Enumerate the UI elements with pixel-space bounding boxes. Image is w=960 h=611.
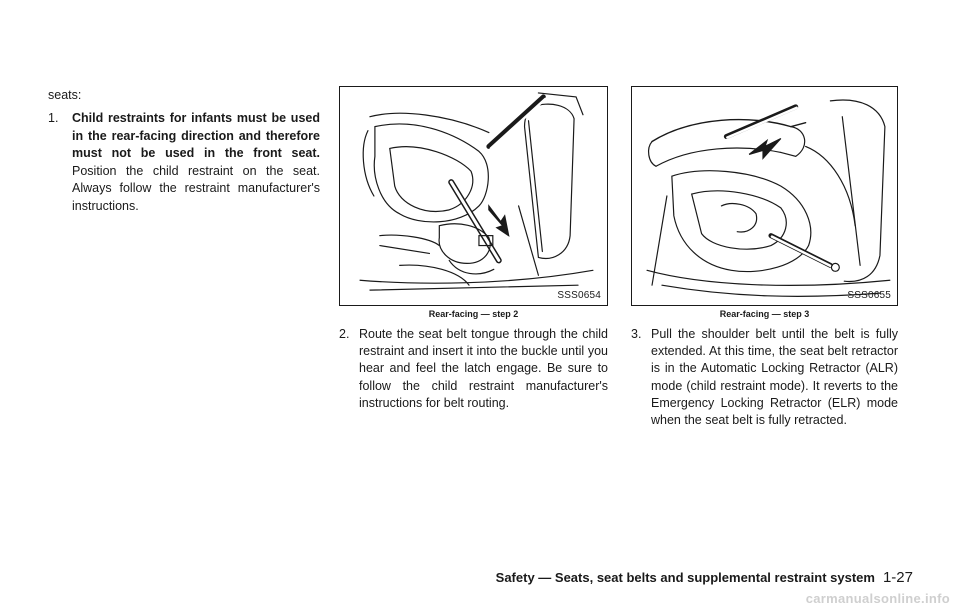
page-footer [496,569,913,586]
illustration-step-3 [632,87,897,305]
watermark: carmanualsonline.info [805,591,950,606]
step-text: Route the seat belt tongue through the child restraint and insert it into the buckle until you hear and feel the latch engage. Be sure to follow the child restraint manufacturer's instructions for belt routing. [359,327,608,410]
step-text: Pull the shoulder belt until the belt is fully extended. At this time, the seat belt retractor is in the Automatic Locking Retractor (ALR) mode (child restraint mode). It reverts to the Emergency Locking Retractor (ELR) mode when the seat belt is fully retracted. [651,327,898,428]
figure-rear-facing-step-3 [631,86,898,306]
figure-caption: Rear-facing — step 3 [719,309,810,319]
figure-code: SSS0654 [557,290,601,301]
instruction-step-2 [339,326,608,412]
item-number: 1. [48,111,59,125]
instruction-step-3 [631,326,898,429]
figure-rear-facing-step-2 [339,86,608,306]
right-column [631,0,898,611]
intro-text: seats: [48,88,82,102]
instruction-text: Position the child restraint on the seat. Always follow the restraint manufacturer's instructions. [72,163,320,213]
figure-code: SSS0655 [847,290,891,301]
illustration-step-2 [340,87,607,305]
left-column [48,86,320,216]
section-title: Safety — Seats, seat belts and supplemental restraint system [495,570,875,585]
page-number: 1-27 [882,569,913,586]
step-number: 3. [631,327,642,341]
instruction-item-1 [48,110,320,216]
warning-bold-text: Child restraints for infants must be used in the rear-facing direction and therefore must not be used in the front seat. [72,111,320,161]
step-number: 2. [339,327,350,341]
middle-column [339,0,608,611]
figure-caption: Rear-facing — step 2 [428,309,519,319]
